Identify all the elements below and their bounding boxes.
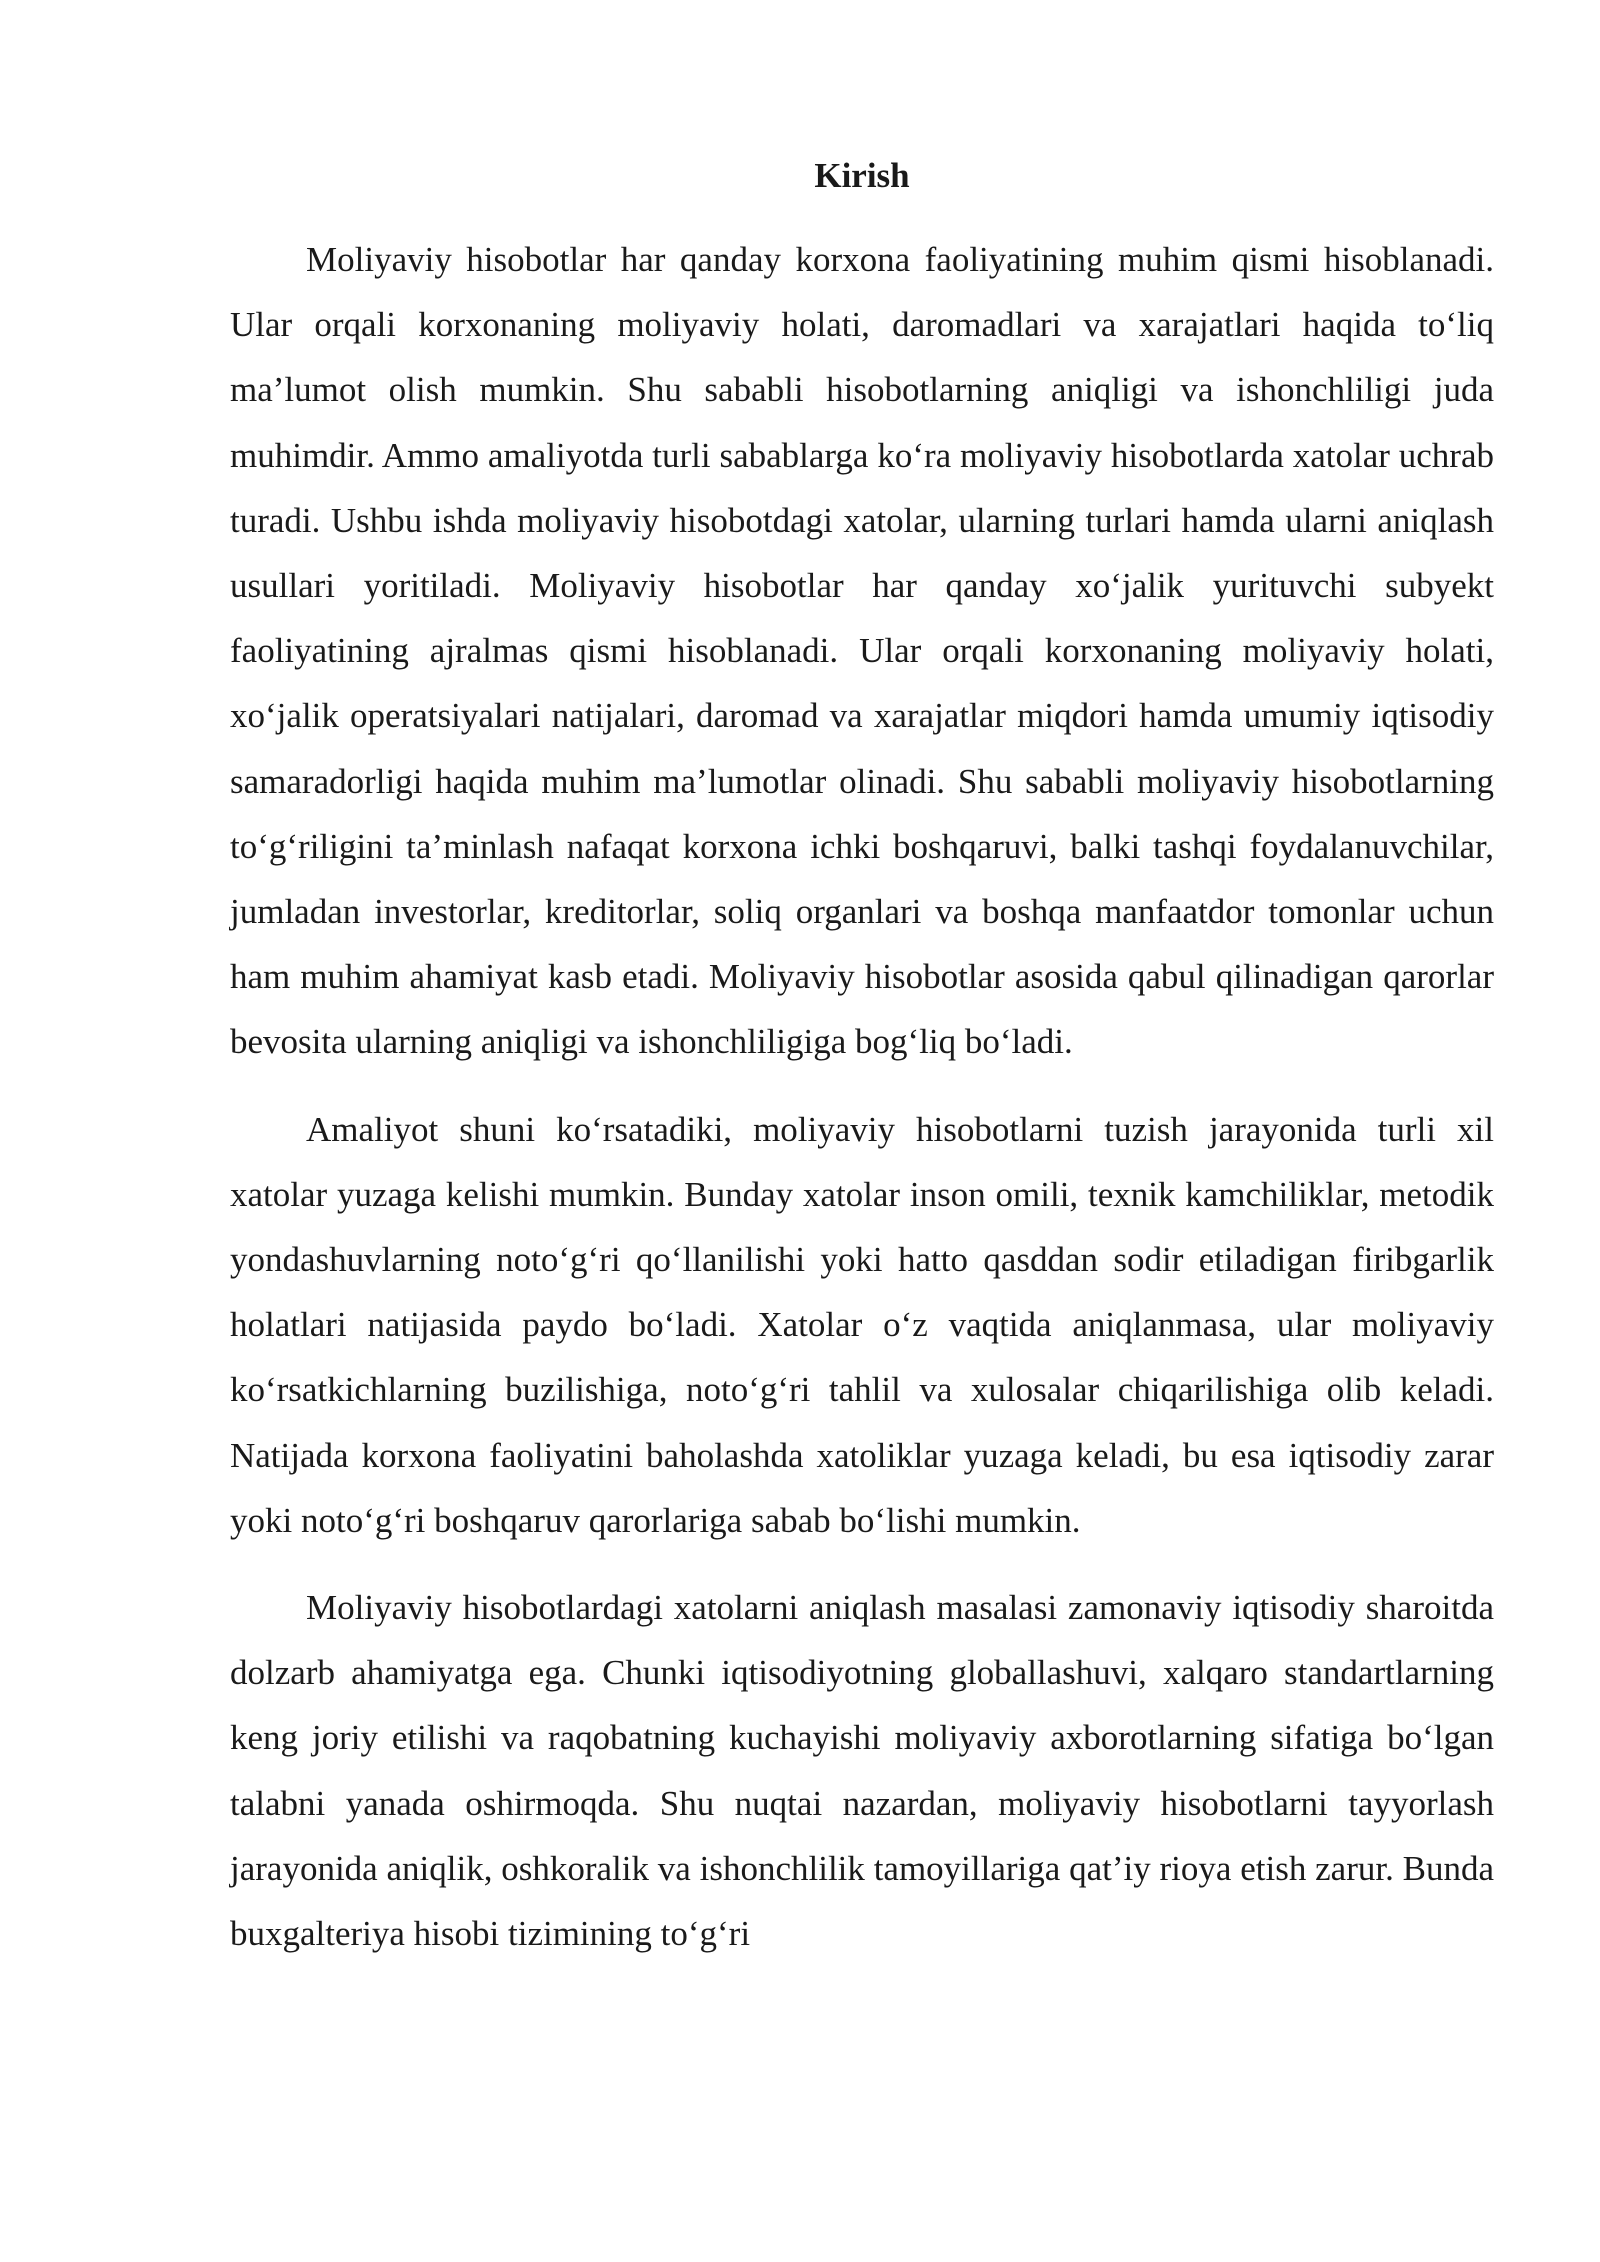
paragraph-3: Moliyaviy hisobotlardagi xatolarni aniqlash masalasi zamonaviy iqtisodiy sharoitda dolzarb ahamiyatga ega. Chunki iqtisodiyotning globallashuvi, xalqaro standartlarning keng joriy etilishi va raqobatning kuchayishi moliyaviy axborotlarning sifatiga bo‘lgan talabni yanada oshirmoqda. Shu nuqtai nazardan, moliyaviy hisobotlarni tayyorlash jarayonida aniqlik, oshkoralik va ishonchlilik tamoyillariga qat’iy rioya etish zarur. Bunda buxgalteriya hisobi tizimining to‘g‘ri bbox=[230, 1588, 1494, 1954]
paragraph-2: Amaliyot shuni ko‘rsatadiki, moliyaviy hisobotlarni tuzish jarayonida turli xil xatolar yuzaga kelishi mumkin. Bunday xatolar inson omili, texnik kamchiliklar, metodik yondashuvlarning noto‘g‘ri qo‘llanilishi yoki hatto qasddan sodir etiladigan firibgarlik holatlari natijasida paydo bo‘ladi. Xatolar o‘z vaqtida aniqlanmasa, ular moliyaviy ko‘rsatkichlarning buzilishiga, noto‘g‘ri tahlil va xulosalar chiqarilishiga olib keladi. Natijada korxona faoliyatini baholashda xatoliklar yuzaga keladi, bu esa iqtisodiy zarar yoki noto‘g‘ri boshqaruv qarorlariga sabab bo‘lishi mumkin. bbox=[230, 1109, 1494, 1540]
page-title: Kirish bbox=[814, 156, 910, 195]
document-body bbox=[230, 148, 1494, 1988]
paragraph-1: Moliyaviy hisobotlar har qanday korxona faoliyatining muhim qismi hisoblanadi. Ular orqali korxonaning moliyaviy holati, daromadlari va xarajatlari haqida to‘liq ma’lumot olish mumkin. Shu sababli hisobotlarning aniqligi va ishonchliligi juda muhimdir. Ammo amaliyotda turli sabablarga ko‘ra moliyaviy hisobotlarda xatolar uchrab turadi. Ushbu ishda moliyaviy hisobotdagi xatolar, ularning turlari hamda ularni aniqlash usullari yoritiladi. Moliyaviy hisobotlar har qanday xo‘jalik yurituvchi subyekt faoliyatining ajralmas qismi hisoblanadi. Ular orqali korxonaning moliyaviy holati, xo‘jalik operatsiyalari natijalari, daromad va xarajatlar miqdori hamda umumiy iqtisodiy samaradorligi haqida muhim ma’lumotlar olinadi. Shu sababli moliyaviy hisobotlarning to‘g‘riligini ta’minlash nafaqat korxona ichki boshqaruvi, balki tashqi foydalanuvchilar, jumladan investorlar, kreditorlar, soliq organlari va boshqa manfaatdor tomonlar uchun ham muhim ahamiyat kasb etadi. Moliyaviy hisobotlar asosida qabul qilinadigan qarorlar bevosita ularning aniqligi va ishonchliligiga bog‘liq bo‘ladi. bbox=[230, 240, 1494, 1062]
